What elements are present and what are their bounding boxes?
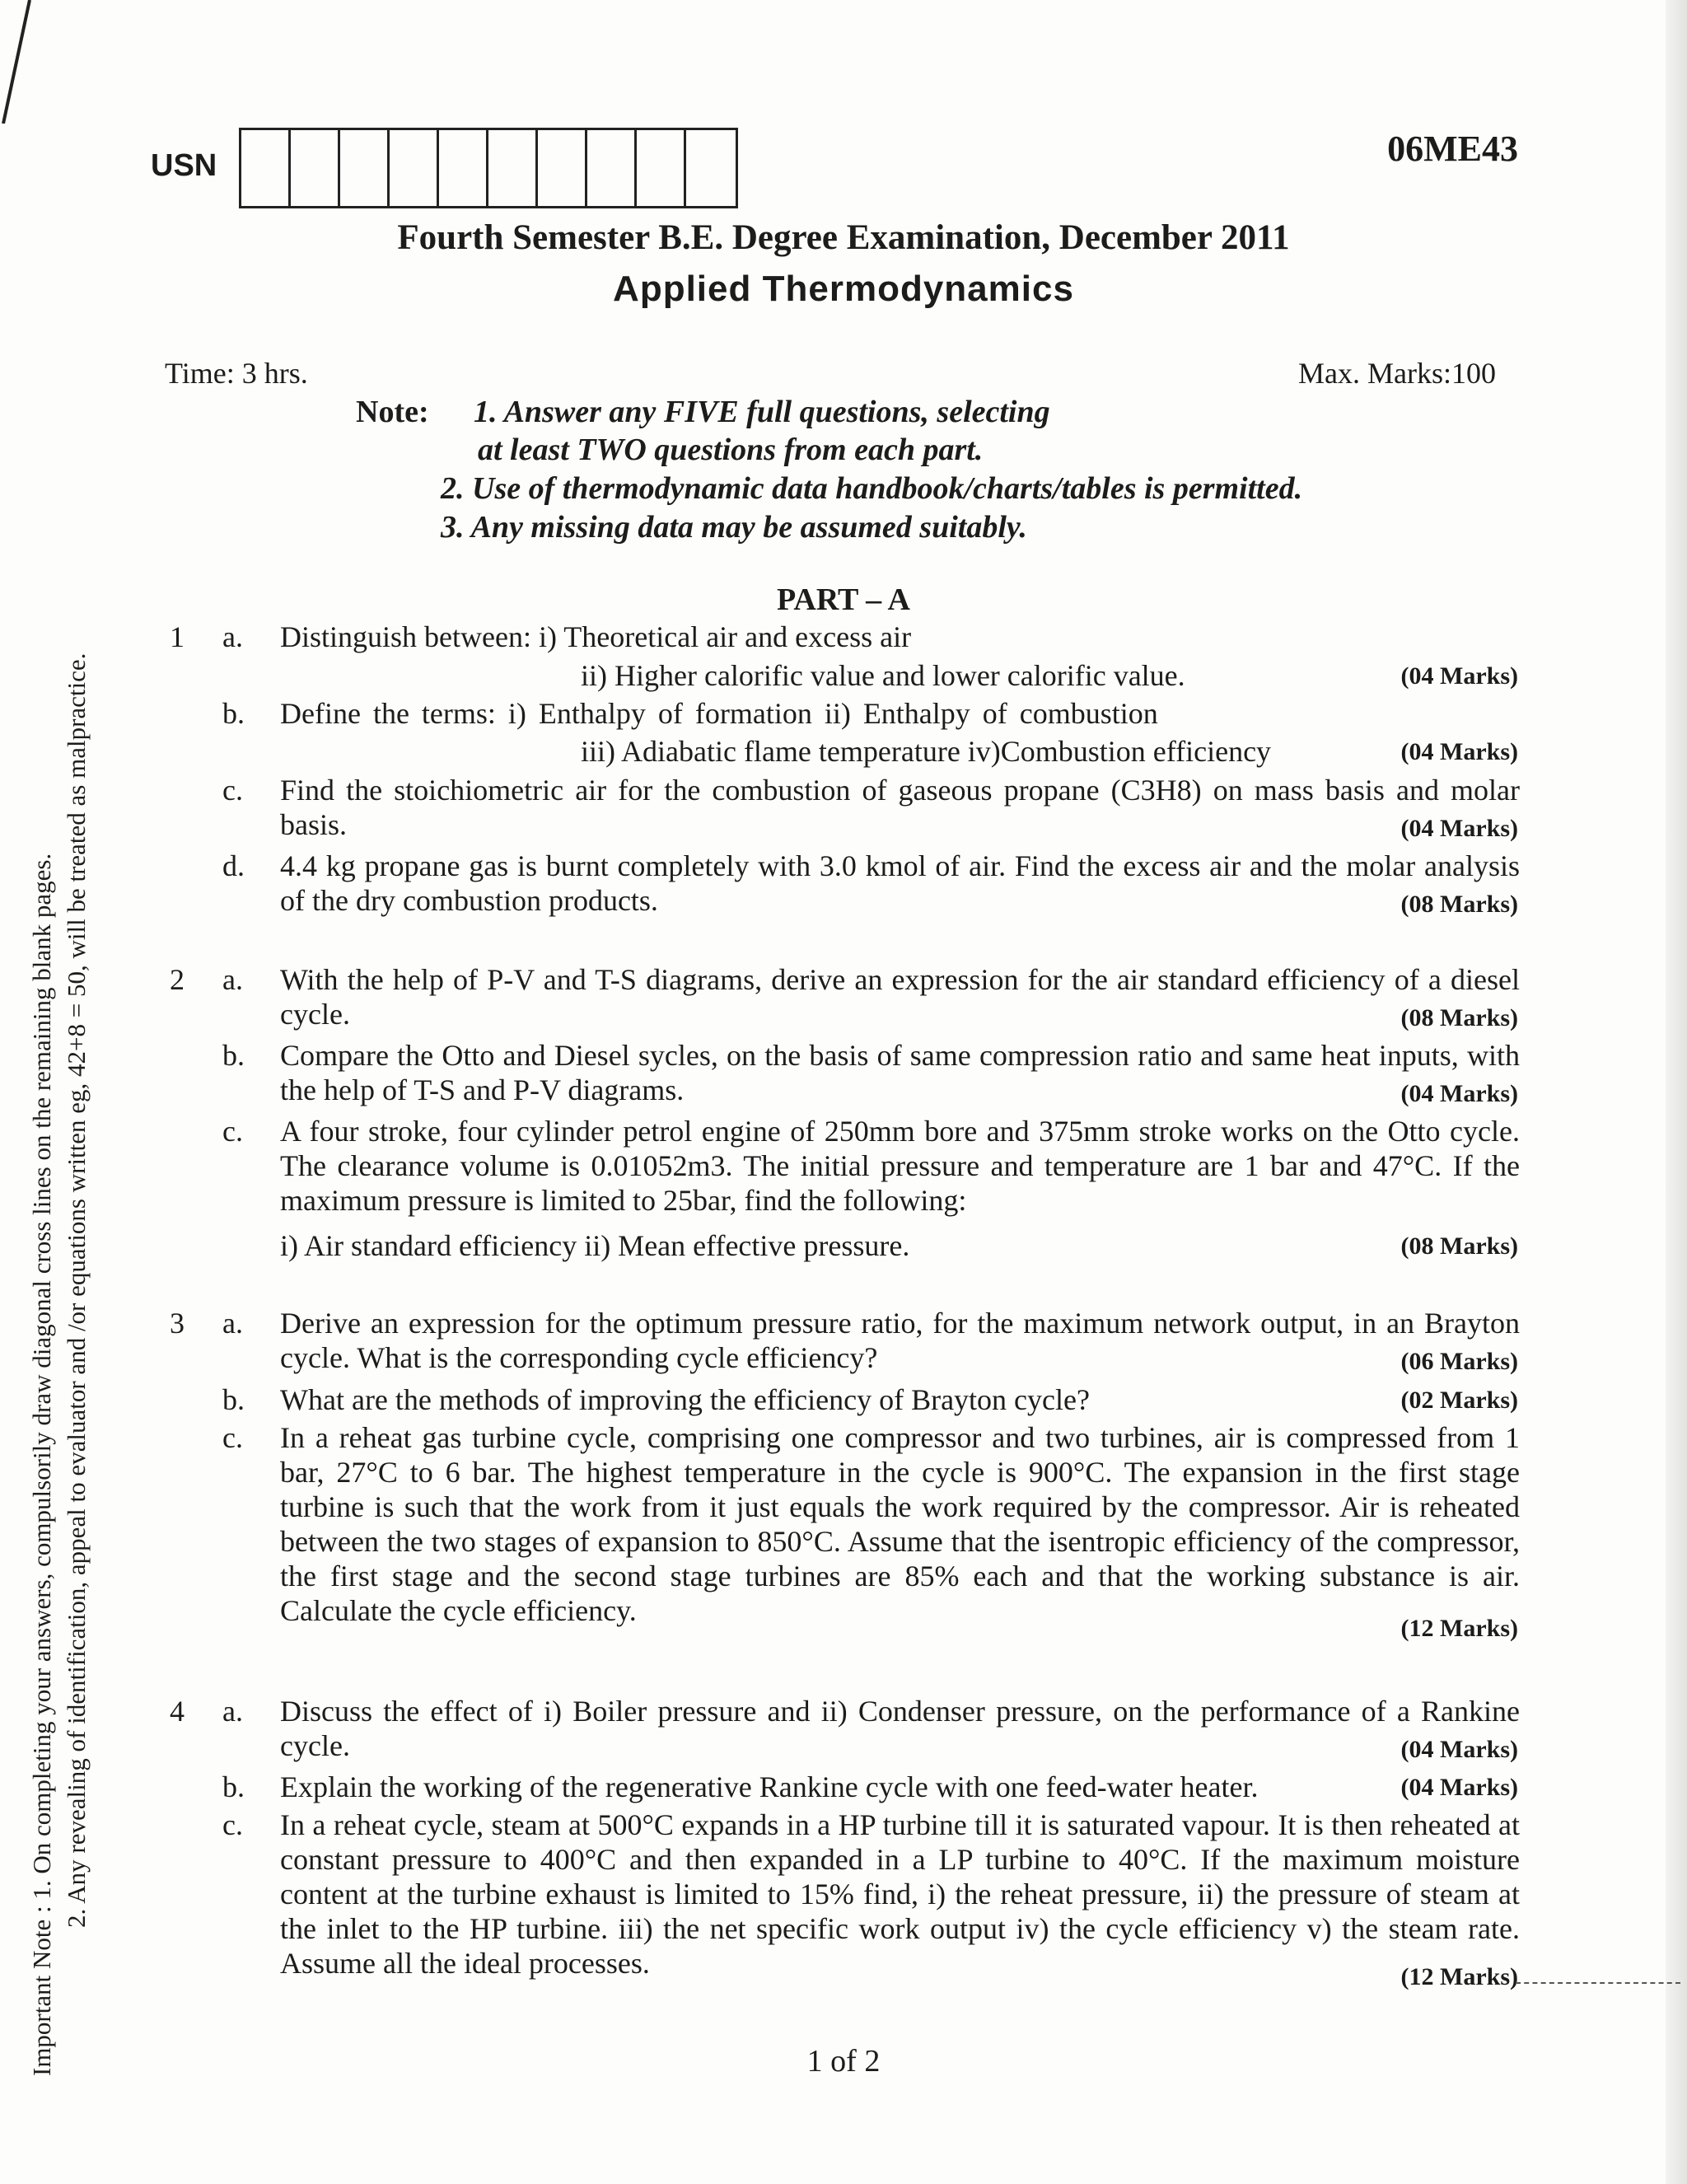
usn-digit-box[interactable]	[439, 130, 488, 206]
question-number: 2	[170, 963, 185, 996]
side-note-line-1: Important Note : 1. On completing your answers, compulsorily draw diagonal cross lines on the remaining blank pages.	[27, 853, 56, 2076]
question-text: Discuss the effect of i) Boiler pressure and ii) Condenser pressure, on the performance of a Rankine cycle.	[280, 1695, 1520, 1762]
note-label: Note:	[356, 395, 429, 429]
page-number: 1 of 2	[806, 2044, 881, 2079]
part-a-heading: PART – A	[777, 582, 910, 617]
sub-label: c.	[222, 774, 243, 807]
question-number: 4	[170, 1695, 185, 1728]
usn-label: USN	[151, 148, 217, 183]
dashed-line	[1516, 1982, 1680, 1984]
marks: (12 Marks)	[1400, 1615, 1518, 1642]
marks: (08 Marks)	[1400, 1004, 1518, 1031]
sub-label: d.	[222, 849, 245, 882]
sub-label: b.	[222, 1383, 245, 1416]
usn-digit-box[interactable]	[637, 130, 686, 206]
usn-boxes[interactable]	[239, 128, 738, 208]
important-note-sidebar	[25, 16, 94, 2076]
question-text: Find the stoichiometric air for the combustion of gaseous propane (C3H8) on mass basis and molar basis.	[280, 774, 1520, 841]
question-text: 4.4 kg propane gas is burnt completely with 3.0 kmol of air. Find the excess air and the molar analysis of the dry combustion products.	[280, 849, 1520, 917]
marks: (06 Marks)	[1400, 1348, 1518, 1375]
usn-digit-box[interactable]	[390, 130, 439, 206]
marks: (04 Marks)	[1400, 815, 1518, 842]
usn-digit-box[interactable]	[340, 130, 390, 206]
subject-title: Applied Thermodynamics	[613, 269, 1074, 309]
marks: (08 Marks)	[1400, 1232, 1518, 1260]
side-note-line-2: 2. Any revealing of identification, appeal to evaluator and /or equations written eg, 42+8 = 50, will be treated as malpractice.	[62, 652, 91, 1928]
max-marks: Max. Marks:100	[1298, 357, 1496, 390]
sub-label: b.	[222, 697, 245, 730]
sub-label: a.	[222, 963, 243, 996]
question-number: 1	[170, 620, 185, 653]
question-text: A four stroke, four cylinder petrol engine of 250mm bore and 375mm stroke works on the Otto cycle. The clearance volume is 0.01052m3. The initial pressure and temperature are 1 bar and 47°C. If the maximum pressure is limited to 25bar, find the following:	[280, 1115, 1520, 1217]
marks: (04 Marks)	[1400, 1774, 1518, 1801]
sub-label: c.	[222, 1115, 243, 1148]
question-text: Derive an expression for the optimum pressure ratio, for the maximum network output, in an Brayton cycle. What is the corresponding cycle efficiency?	[280, 1307, 1520, 1374]
question-text: Explain the working of the regenerative Rankine cycle with one feed-water heater.	[280, 1770, 1259, 1803]
note-line-2: 2. Use of thermodynamic data handbook/charts/tables is permitted.	[441, 471, 1303, 506]
question-text: What are the methods of improving the efficiency of Brayton cycle?	[280, 1383, 1090, 1416]
question-text: With the help of P-V and T-S diagrams, derive an expression for the air standard efficiency of a diesel cycle.	[280, 963, 1520, 1031]
note-line-1: 1. Answer any FIVE full questions, selecting	[474, 395, 1050, 429]
usn-digit-box[interactable]	[241, 130, 291, 206]
marks: (04 Marks)	[1400, 738, 1518, 765]
note-line-1b: at least TWO questions from each part.	[478, 433, 984, 467]
usn-digit-box[interactable]	[686, 130, 736, 206]
exam-title: Fourth Semester B.E. Degree Examination, December 2011	[397, 218, 1290, 257]
sub-label: c.	[222, 1421, 243, 1454]
question-text: iii) Adiabatic flame temperature iv)Combustion efficiency	[581, 735, 1272, 768]
usn-digit-box[interactable]	[587, 130, 637, 206]
marks: (04 Marks)	[1400, 662, 1518, 690]
question-text: In a reheat gas turbine cycle, comprising one compressor and two turbines, air is compressed from 1 bar, 27°C to 6 bar. The highest temperature in the cycle is 900°C. The expansion in the first stage turbine is such that the work from it just equals the work required by the compressor. Air is reheated between the two stages of expansion to 850°C. Assume that the isentropic efficiency of the compressor, the first stage and the second stage turbines are 85% each and that the working substance is air. Calculate the cycle efficiency.	[280, 1421, 1520, 1627]
sub-label: a.	[222, 1695, 243, 1728]
marks: (02 Marks)	[1400, 1387, 1518, 1414]
time-allowed: Time: 3 hrs.	[165, 357, 308, 390]
question-text: In a reheat cycle, steam at 500°C expands in a HP turbine till it is saturated vapour. It is then reheated at constant pressure to 400°C and then expanded in a LP turbine to 40°C. If the maximum moisture content at the turbine exhaust is limited to 15% find, i) the reheat pressure, ii) the pressure of steam at the inlet to the HP turbine. iii) the net specific work output iv) the cycle efficiency v) the steam rate. Assume all the ideal processes.	[280, 1808, 1520, 1980]
marks: (12 Marks)	[1400, 1963, 1518, 1990]
usn-digit-box[interactable]	[291, 130, 340, 206]
question-text: ii) Higher calorific value and lower calorific value.	[581, 659, 1185, 692]
marks: (04 Marks)	[1400, 1736, 1518, 1763]
question-text: i) Air standard efficiency ii) Mean effective pressure.	[280, 1229, 910, 1262]
question-number: 3	[170, 1307, 185, 1340]
question-text: Define the terms: i) Enthalpy of formation ii) Enthalpy of combustion	[280, 697, 1158, 730]
usn-digit-box[interactable]	[488, 130, 538, 206]
note-line-3: 3. Any missing data may be assumed suitably.	[441, 510, 1027, 545]
sub-label: a.	[222, 1307, 243, 1340]
question-text: Compare the Otto and Diesel sycles, on the basis of same compression ratio and same heat inputs, with the help of T-S and P-V diagrams.	[280, 1039, 1520, 1106]
sub-label: a.	[222, 620, 243, 653]
marks: (08 Marks)	[1400, 891, 1518, 918]
course-code: 06ME43	[1387, 129, 1518, 169]
usn-digit-box[interactable]	[538, 130, 587, 206]
sub-label: b.	[222, 1039, 245, 1072]
question-text: Distinguish between: i) Theoretical air and excess air	[280, 620, 912, 653]
marks: (04 Marks)	[1400, 1080, 1518, 1107]
page-edge-shadow	[1666, 0, 1687, 2184]
sub-label: c.	[222, 1808, 243, 1841]
sub-label: b.	[222, 1770, 245, 1803]
